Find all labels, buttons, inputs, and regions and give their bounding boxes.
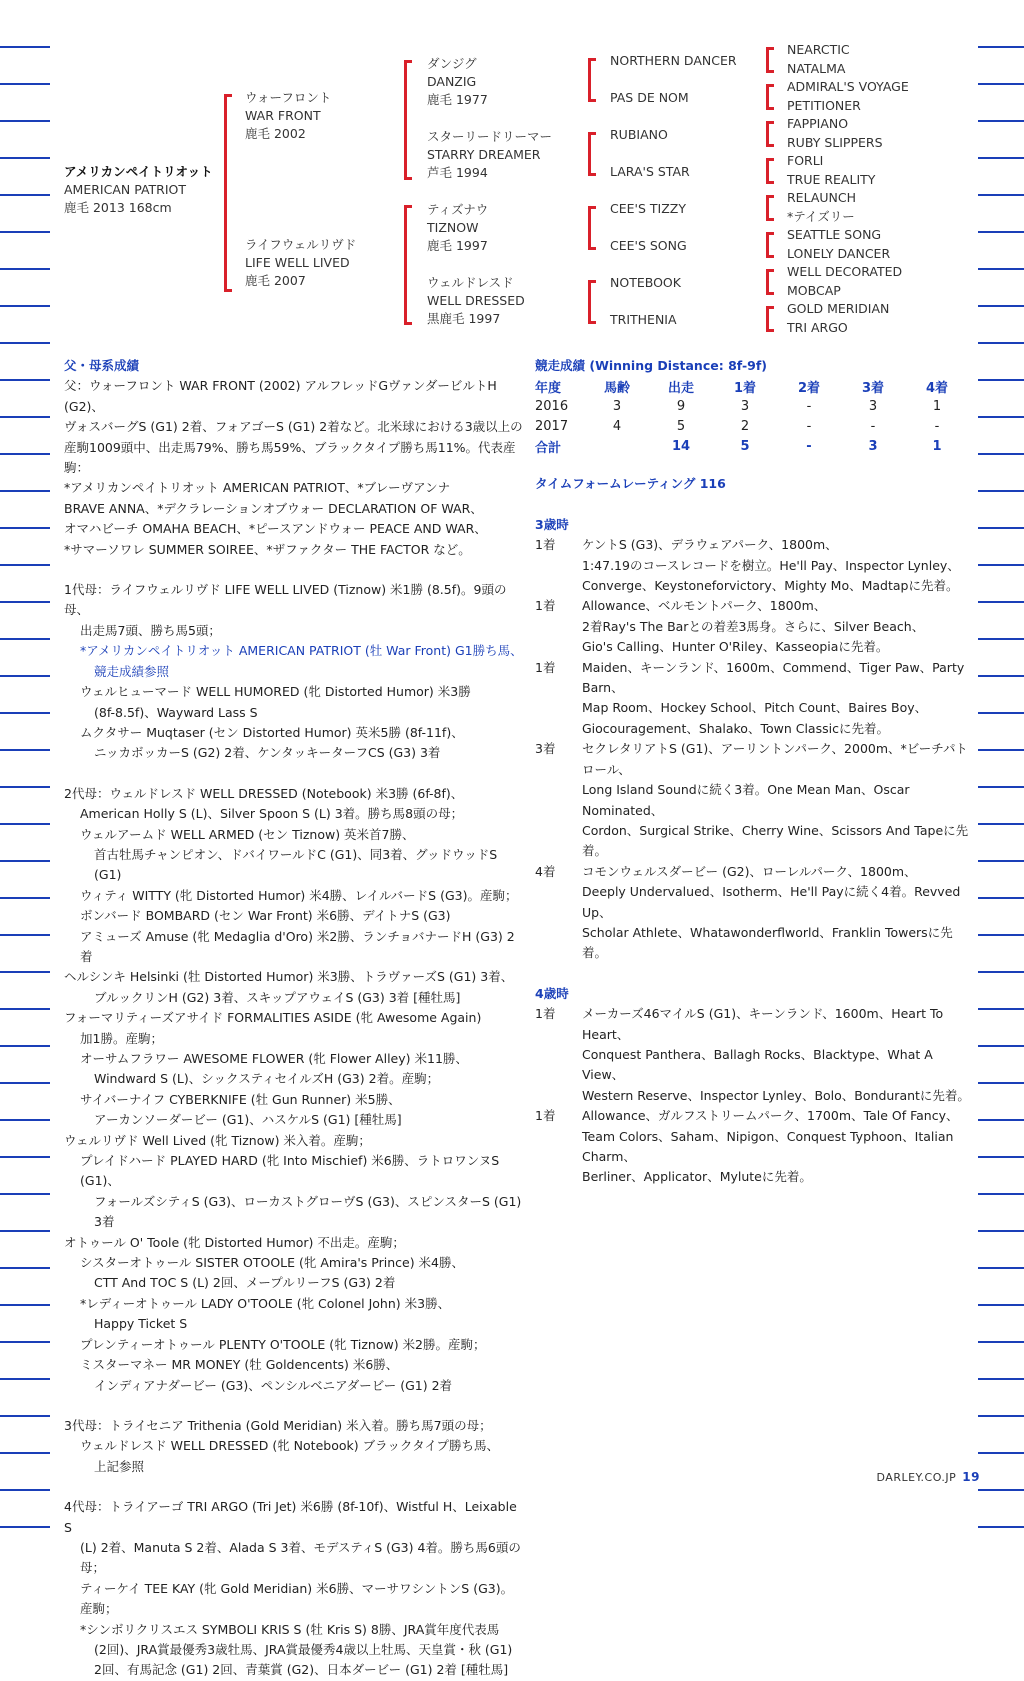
race-line: ケントS (G3)、デラウェアパーク、1800m、 [582, 537, 838, 553]
record-cell: - [934, 418, 940, 434]
pedigree-gen4-11: LONELY DANCER [787, 245, 891, 261]
left-tick [0, 1378, 50, 1380]
pedigree-gen3-1: PAS DE NOM [610, 90, 689, 105]
dam4-line: (L) 2着、Manuta S 2着、Alada S 3着、モデスティS (G3) 4着。勝ち馬6頭の母； [80, 1539, 521, 1576]
dam4-line: 4代母：トライアーゴ TRI ARGO (Tri Jet) 米6勝 (8f-10f)、Wistful H、Leixable S [64, 1499, 517, 1535]
race-line: Map Room、Hockey School、Pitch Count、Baires Boy、 [582, 700, 928, 716]
pedigree-gen4-0: NEARCTIC [787, 42, 850, 57]
timeform-rating: タイムフォームレーティング 116 [535, 476, 726, 492]
record-cell: - [870, 418, 876, 434]
race-entry [535, 862, 975, 964]
dam4-line: ティーケイ TEE KAY (牝 Gold Meridian) 米6勝、マーサワシントンS (G3)。産駒； [80, 1580, 514, 1617]
left-tick [0, 897, 50, 899]
horse-info: 鹿毛 2013 168cm [64, 200, 172, 215]
dam2-line: サイバーナイフ CYBERKNIFE (牡 Gun Runner) 米5勝、 [80, 1091, 401, 1107]
race-line: Maiden、キーンランド、1600m、Commend、Tiger Paw、Party Barn、 [582, 659, 965, 696]
dam2-line: 首古牡馬チャンピオン、ドバイワールドC (G1)、同3着、グッドウッドS (G1) [94, 846, 498, 883]
record-total-cell: 1 [932, 438, 942, 454]
right-tick [978, 1193, 1024, 1195]
left-tick [0, 1415, 50, 1417]
dam2-line: ボンバード BOMBARD (セン War Front) 米6勝、デイトナS (G3) [80, 908, 451, 924]
sire-line: 父：ウォーフロント WAR FRONT (2002) アルフレッドGヴァンダービルトH (G2)、 [64, 378, 497, 414]
dam2-line: フォーマリティーズアサイド FORMALITIES ASIDE (牝 Awesome Again) [64, 1010, 482, 1026]
left-tick [0, 46, 50, 48]
left-tick [0, 1193, 50, 1195]
left-tick [0, 342, 50, 344]
right-tick [978, 120, 1024, 122]
right-tick [978, 749, 1024, 751]
gen4-bracket [766, 195, 774, 221]
right-tick [978, 1045, 1024, 1047]
left-tick [0, 231, 50, 233]
race-description [582, 862, 975, 964]
pedigree-gen4-12: WELL DECORATED [787, 264, 903, 279]
right-tick [978, 342, 1024, 344]
gen3-bracket [588, 58, 596, 102]
dam2-line: ヘルシンキ Helsinki (牡 Distorted Humor) 米3勝、トラヴァーズS (G1) 3着、 [64, 969, 514, 985]
dam2-line: アミューズ Amuse (牝 Medaglia d'Oro) 米2勝、ランチョバナードH (G3) 2着 [80, 928, 515, 964]
dam1-line: 出走馬7頭、勝ち馬5頭； [80, 622, 221, 638]
race-line: Converge、Keystoneforvictory、Mighty Mo、Madtapに先着。 [582, 578, 959, 594]
pedigree-gen4-2: ADMIRAL'S VOYAGE [787, 79, 909, 94]
left-tick [0, 860, 50, 862]
dam1-line: *アメリカンペイトリオット AMERICAN PATRIOT (牡 War Front) G1勝ち馬、 [80, 643, 523, 659]
age3-races [535, 535, 975, 964]
footer-site[interactable]: DARLEY.CO.JP [876, 1471, 957, 1484]
gen3-bracket [588, 132, 596, 176]
left-tick [0, 490, 50, 492]
right-tick [978, 1156, 1024, 1158]
dam2-line: オーサムフラワー AWESOME FLOWER (牝 Flower Alley) 米11勝、 [80, 1051, 468, 1066]
pedigree-gen3-7: TRITHENIA [610, 312, 677, 327]
left-tick [0, 527, 50, 529]
dam2-line: プレンティーオトゥール PLENTY O'TOOLE (牝 Tiznow) 米2勝。産駒； [80, 1336, 486, 1352]
right-tick [978, 416, 1024, 418]
right-tick [978, 934, 1024, 936]
race-line: Scholar Athlete、Whatawonderflworld、Franklin Towersに先着。 [582, 924, 953, 961]
pedigree-gen4-1: NATALMA [787, 60, 846, 76]
pedigree-gen4-6: FORLI [787, 153, 824, 168]
dam2-line: 加1勝。産駒； [80, 1030, 163, 1046]
left-tick [0, 120, 50, 122]
dam2-line: フォールズシティS (G3)、ローカストグローヴS (G3)、スピンスターS (G1) 3着 [94, 1193, 522, 1230]
race-entry [535, 535, 975, 596]
record-total-cell: 14 [671, 438, 691, 454]
record-col-header: 4着 [925, 380, 949, 396]
record-cell: 4 [612, 418, 622, 434]
left-tick [0, 416, 50, 418]
gen4-bracket [766, 84, 774, 110]
pedigree-gen4-9: *テイズリー [787, 208, 855, 224]
record-total-cell: 3 [868, 438, 878, 454]
dam3-lines [64, 1416, 524, 1477]
dam2-line: ブルックリンH (G2) 3着、スキップアウェイS (G3) 3着 [種牡馬] [94, 989, 461, 1005]
race-position: 1着 [535, 598, 556, 614]
dam2-line: *レディーオトゥール LADY O'TOOLE (牝 Colonel John) 米3勝、 [80, 1295, 451, 1311]
horse-name-en: AMERICAN PATRIOT [64, 182, 187, 197]
gen4-bracket [766, 47, 774, 73]
race-line: 2着Ray's The Barとの着差3馬身。さらに、Silver Beach、 [582, 618, 925, 634]
left-tick [0, 564, 50, 566]
left-tick [0, 268, 50, 270]
dam2-line: オトゥール O' Toole (牝 Distorted Humor) 不出走。産駒； [64, 1234, 405, 1250]
race-description [582, 596, 975, 657]
pedigree-gen4-3: PETITIONER [787, 97, 861, 113]
right-tick [978, 675, 1024, 677]
right-tick [978, 1267, 1024, 1269]
pedigree-gen2-2: ティズナウ TIZNOW 鹿毛 1997 [427, 202, 489, 253]
record-table [535, 376, 969, 456]
sire-lines [64, 376, 524, 560]
gen2-bracket-dam [404, 205, 412, 325]
left-tick [0, 749, 50, 751]
sire-line: BRAVE ANNA、*デクラレーションオブウォー DECLARATION OF WAR、 [64, 500, 483, 516]
record-cell: 2017 [535, 418, 569, 434]
race-description [582, 1106, 975, 1188]
race-line: セクレタリアトS (G1)、アーリントンパーク、2000m、*ビーチパトロール、 [582, 741, 968, 777]
dam2-line: インディアナダービー (G3)、ペンシルベニアダービー (G1) 2着 [94, 1377, 453, 1393]
left-tick [0, 83, 50, 85]
pedigree-gen2-1: スターリードリーマー STARRY DREAMER 芦毛 1994 [427, 129, 553, 180]
dam4-lines [64, 1497, 524, 1681]
dam4-line: (2回)、JRA賞最優秀3歳牡馬、JRA賞最優秀4歳以上牡馬、天皇賞・秋 (G1) [94, 1641, 513, 1657]
dam2-line: Happy Ticket S [94, 1316, 188, 1332]
record-cell: 3 [612, 398, 622, 414]
right-tick [978, 823, 1024, 825]
pedigree-gen4-10: SEATTLE SONG [787, 227, 882, 242]
left-tick [0, 675, 50, 677]
right-tick [978, 305, 1024, 307]
gen3-bracket [588, 280, 596, 324]
pedigree-gen3-2: RUBIANO [610, 127, 668, 142]
record-cell: 1 [932, 398, 942, 414]
left-tick [0, 971, 50, 973]
right-tick [978, 157, 1024, 159]
left-tick [0, 1230, 50, 1232]
record-col-header: 馬齢 [603, 380, 630, 396]
race-line: Cordon、Surgical Strike、Cherry Wine、Scissors And Tapeに先着。 [582, 822, 969, 859]
dam3-line: 3代母：トライセニア Trithenia (Gold Meridian) 米入着。勝ち馬7頭の母； [64, 1417, 492, 1433]
left-tick [0, 1156, 50, 1158]
record-heading: 競走成績 (Winning Distance: 8f-9f) [535, 358, 768, 373]
age4-heading: 4歳時 [535, 985, 569, 1001]
race-entry [535, 596, 975, 657]
race-line: Team Colors、Saham、Nipigon、Conquest Typhoon、Italian Charm、 [582, 1128, 954, 1164]
record-total-cell: 5 [740, 438, 750, 454]
gen2-bracket-sire [404, 60, 412, 180]
left-tick [0, 1045, 50, 1047]
dam1-line: ニッカボッカーS (G2) 2着、ケンタッキーターフCS (G3) 3着 [94, 745, 441, 761]
dam2-line: ウェルアームド WELL ARMED (セン Tiznow) 英米首7勝、 [80, 826, 415, 842]
left-tick [0, 1526, 50, 1528]
dam3-line: 上記参照 [94, 1458, 145, 1474]
right-tick [978, 1526, 1024, 1528]
right-tick [978, 638, 1024, 640]
left-tick [0, 1341, 50, 1343]
pedigree-gen4-14: GOLD MERIDIAN [787, 301, 890, 316]
left-tick [0, 1008, 50, 1010]
right-tick [978, 897, 1024, 899]
left-tick [0, 712, 50, 714]
left-tick [0, 157, 50, 159]
dam4-line: 2回、有馬記念 (G1) 2回、青葉賞 (G2)、日本ダービー (G1) 2着 [種牡馬] [94, 1662, 509, 1678]
race-position: 1着 [535, 1006, 556, 1022]
pedigree-gen3-4: CEE'S TIZZY [610, 201, 686, 216]
pedigree-gen4-15: TRI ARGO [787, 319, 848, 335]
race-line: Allowance、ベルモントパーク、1800m、 [582, 598, 827, 614]
race-line: Long Island Soundに続く3着。One Mean Man、Oscar Nominated、 [582, 782, 910, 818]
right-tick [978, 379, 1024, 381]
race-description [582, 1004, 975, 1106]
left-tick [0, 305, 50, 307]
race-line: Allowance、ガルフストリームパーク、1700m、Tale Of Fancy、 [582, 1108, 959, 1124]
pedigree-sire: ウォーフロント WAR FRONT 鹿毛 2002 [245, 90, 332, 141]
right-tick [978, 268, 1024, 270]
race-description [582, 658, 975, 740]
pedigree-gen3-0: NORTHERN DANCER [610, 53, 737, 68]
record-cell: 5 [676, 418, 686, 434]
family-heading: 父・母系成績 [64, 358, 140, 373]
dam2-line: CTT And TOC S (L) 2回、メープルリーフS (G3) 2着 [94, 1275, 396, 1291]
dam2-line: ウェルリヴド Well Lived (牝 Tiznow) 米入着。産駒； [64, 1132, 371, 1148]
right-tick [978, 1082, 1024, 1084]
pedigree-gen4-5: RUBY SLIPPERS [787, 134, 883, 150]
right-tick [978, 1008, 1024, 1010]
gen4-bracket [766, 269, 774, 295]
left-tick [0, 1119, 50, 1121]
right-tick [978, 46, 1024, 48]
pedigree-gen4-8: RELAUNCH [787, 190, 857, 205]
page-number: 19 [962, 1470, 980, 1484]
left-tick [0, 194, 50, 196]
record-row [535, 416, 969, 436]
record-total-cell: 合計 [535, 440, 562, 456]
right-tick [978, 1230, 1024, 1232]
right-tick [978, 1378, 1024, 1380]
pedigree-gen4-4: FAPPIANO [787, 116, 849, 131]
race-entry [535, 658, 975, 740]
sire-line: *アメリカンペイトリオット AMERICAN PATRIOT、*ブレーヴアンナ [64, 480, 451, 496]
race-description [582, 535, 975, 596]
record-cell: 3 [868, 398, 878, 414]
right-tick [978, 194, 1024, 196]
left-tick [0, 379, 50, 381]
left-tick [0, 1489, 50, 1491]
record-total-row [535, 436, 969, 456]
right-tick [978, 83, 1024, 85]
age4-races [535, 1004, 975, 1188]
dam2-line: 2代母：ウェルドレスド WELL DRESSED (Notebook) 米3勝 (6f-8f)、 [64, 785, 464, 801]
family-section [64, 356, 524, 1681]
race-position: 1着 [535, 1108, 556, 1124]
race-line: メーカーズ46マイルS (G1)、キーンランド、1600m、Heart To Heart、 [582, 1006, 944, 1042]
right-tick [978, 786, 1024, 788]
left-tick [0, 934, 50, 936]
race-position: 1着 [535, 659, 556, 675]
sire-line: 産駒1009頭中、出走馬79%、勝ち馬59%、ブラックタイプ勝ち馬11%。代表産駒： [64, 439, 516, 476]
right-tick [978, 1489, 1024, 1491]
footer [877, 1470, 980, 1484]
race-line: Deeply Undervalued、Isotherm、He'll Payに続く4着。Revved Up、 [582, 884, 961, 920]
pedigree-gen4-13: MOBCAP [787, 282, 841, 298]
sire-line: オマハビーチ OMAHA BEACH、*ピースアンドウォー PEACE AND WAR、 [64, 521, 487, 537]
record-col-header: 1着 [733, 380, 757, 396]
right-tick [978, 601, 1024, 603]
race-entry [535, 739, 975, 861]
dam2-line: American Holly S (L)、Silver Spoon S (L) 3着。勝ち馬8頭の母； [80, 806, 464, 822]
horse-name-jp: アメリカンペイトリオット [64, 164, 213, 179]
pedigree-horse [64, 163, 213, 217]
record-cell: 2016 [535, 398, 569, 414]
right-tick [978, 1341, 1024, 1343]
race-position: 1着 [535, 537, 556, 553]
sire-line: ヴォスバーグS (G1) 2着、フォアゴーS (G1) 2着など。北米球における3歳以上の [64, 419, 523, 435]
race-line: Giocouragement、Shalako、Town Classicに先着。 [582, 720, 889, 736]
left-tick [0, 1267, 50, 1269]
dam1-line: ムクタサー Muqtaser (セン Distorted Humor) 英米5勝 (8f-11f)、 [80, 724, 464, 740]
right-tick [978, 453, 1024, 455]
left-tick [0, 1082, 50, 1084]
race-description [582, 739, 975, 861]
gen4-bracket [766, 158, 774, 184]
dam2-line: Windward S (L)、シックスティセイルズH (G3) 2着。産駒； [94, 1071, 440, 1087]
dam1-line: 1代母：ライフウェルリヴド LIFE WELL LIVED (Tiznow) 米1勝 (8.5f)。9頭の母、 [64, 582, 507, 618]
right-tick [978, 1119, 1024, 1121]
right-tick [978, 1415, 1024, 1417]
race-line: コモンウェルスダービー (G2)、ローレルパーク、1800m、 [582, 863, 917, 879]
pedigree-gen2-3: ウェルドレスド WELL DRESSED 黒鹿毛 1997 [427, 275, 525, 326]
record-cell: 9 [676, 398, 686, 414]
pedigree-gen3-3: LARA'S STAR [610, 164, 690, 179]
record-col-header: 出走 [667, 380, 694, 396]
right-tick [978, 490, 1024, 492]
gen3-bracket [588, 206, 596, 250]
record-cell: - [806, 398, 812, 414]
pedigree-gen4-7: TRUE REALITY [787, 171, 876, 187]
left-tick [0, 1452, 50, 1454]
right-tick [978, 564, 1024, 566]
dam1-line: ウェルヒューマード WELL HUMORED (牝 Distorted Humor) 米3勝 [80, 684, 471, 700]
right-tick [978, 231, 1024, 233]
age3-heading: 3歳時 [535, 516, 569, 532]
left-tick [0, 1304, 50, 1306]
dam2-line: アーカンソーダービー (G1)、ハスケルS (G1) [種牡馬] [94, 1112, 402, 1128]
pedigree-dam: ライフウェルリヴド LIFE WELL LIVED 鹿毛 2007 [245, 237, 357, 288]
left-tick [0, 823, 50, 825]
record-section [535, 356, 975, 1188]
gen1-bracket [224, 94, 232, 292]
race-position: 4着 [535, 863, 556, 879]
dam1-line: (8f-8.5f)、Wayward Lass S [94, 704, 258, 720]
record-col-header: 3着 [861, 380, 885, 396]
race-line: Conquest Panthera、Ballagh Rocks、Blacktype、What A View、 [582, 1046, 933, 1083]
right-tick [978, 860, 1024, 862]
race-line: Gio's Calling、Hunter O'Riley、Kasseopiaに先着。 [582, 639, 889, 655]
left-tick [0, 638, 50, 640]
dam2-line: シスターオトゥール SISTER OTOOLE (牝 Amira's Prince) 米4勝、 [80, 1255, 465, 1271]
pedigree-gen3-6: NOTEBOOK [610, 275, 681, 290]
right-tick [978, 971, 1024, 973]
race-line: 1:47.19のコースレコードを樹立。He'll Pay、Inspector Lynley、 [582, 557, 960, 573]
dam2-line: プレイドハード PLAYED HARD (牝 Into Mischief) 米6勝、ラトロワンヌS (G1)、 [80, 1153, 500, 1189]
left-tick [0, 601, 50, 603]
race-entry [535, 1004, 975, 1106]
record-cell: 3 [740, 398, 750, 414]
right-tick [978, 527, 1024, 529]
dam2-lines [64, 784, 524, 1396]
dam4-line: *シンボリクリスエス SYMBOLI KRIS S (牡 Kris S) 8勝、JRA賞年度代表馬 [80, 1621, 500, 1637]
gen4-bracket [766, 232, 774, 258]
gen4-bracket [766, 121, 774, 147]
pedigree-gen3-5: CEE'S SONG [610, 238, 687, 253]
dam2-line: ミスターマネー MR MONEY (牡 Goldencents) 米6勝、 [80, 1357, 399, 1373]
record-total-cell [585, 436, 649, 456]
gen4-bracket [766, 306, 774, 332]
race-position: 3着 [535, 741, 556, 757]
right-tick [978, 1452, 1024, 1454]
record-row [535, 396, 969, 416]
right-tick [978, 1304, 1024, 1306]
right-tick [978, 712, 1024, 714]
record-col-header: 年度 [535, 380, 562, 396]
dam3-line: ウェルドレスド WELL DRESSED (牝 Notebook) ブラックタイプ勝ち馬、 [80, 1438, 499, 1454]
record-col-header: 2着 [797, 380, 821, 396]
left-tick [0, 786, 50, 788]
pedigree-gen2-0: ダンジグ DANZIG 鹿毛 1977 [427, 56, 488, 107]
race-line: Western Reserve、Inspector Lynley、Bolo、Bondurantに先着。 [582, 1087, 970, 1103]
dam2-line: ウィティ WITTY (牝 Distorted Humor) 米4勝、レイルバードS (G3)。産駒； [80, 887, 518, 903]
sire-line: *サマーソワレ SUMMER SOIREE、*ザファクター THE FACTOR など。 [64, 541, 471, 557]
record-cell: 2 [740, 418, 750, 434]
race-line: Berliner、Applicator、Myluteに先着。 [582, 1169, 812, 1185]
dam1-line: 競走成績参照 [94, 663, 170, 679]
dam1-lines [64, 580, 524, 764]
record-total-cell: - [806, 438, 812, 454]
record-cell: - [806, 418, 812, 434]
left-tick [0, 453, 50, 455]
race-entry [535, 1106, 975, 1188]
